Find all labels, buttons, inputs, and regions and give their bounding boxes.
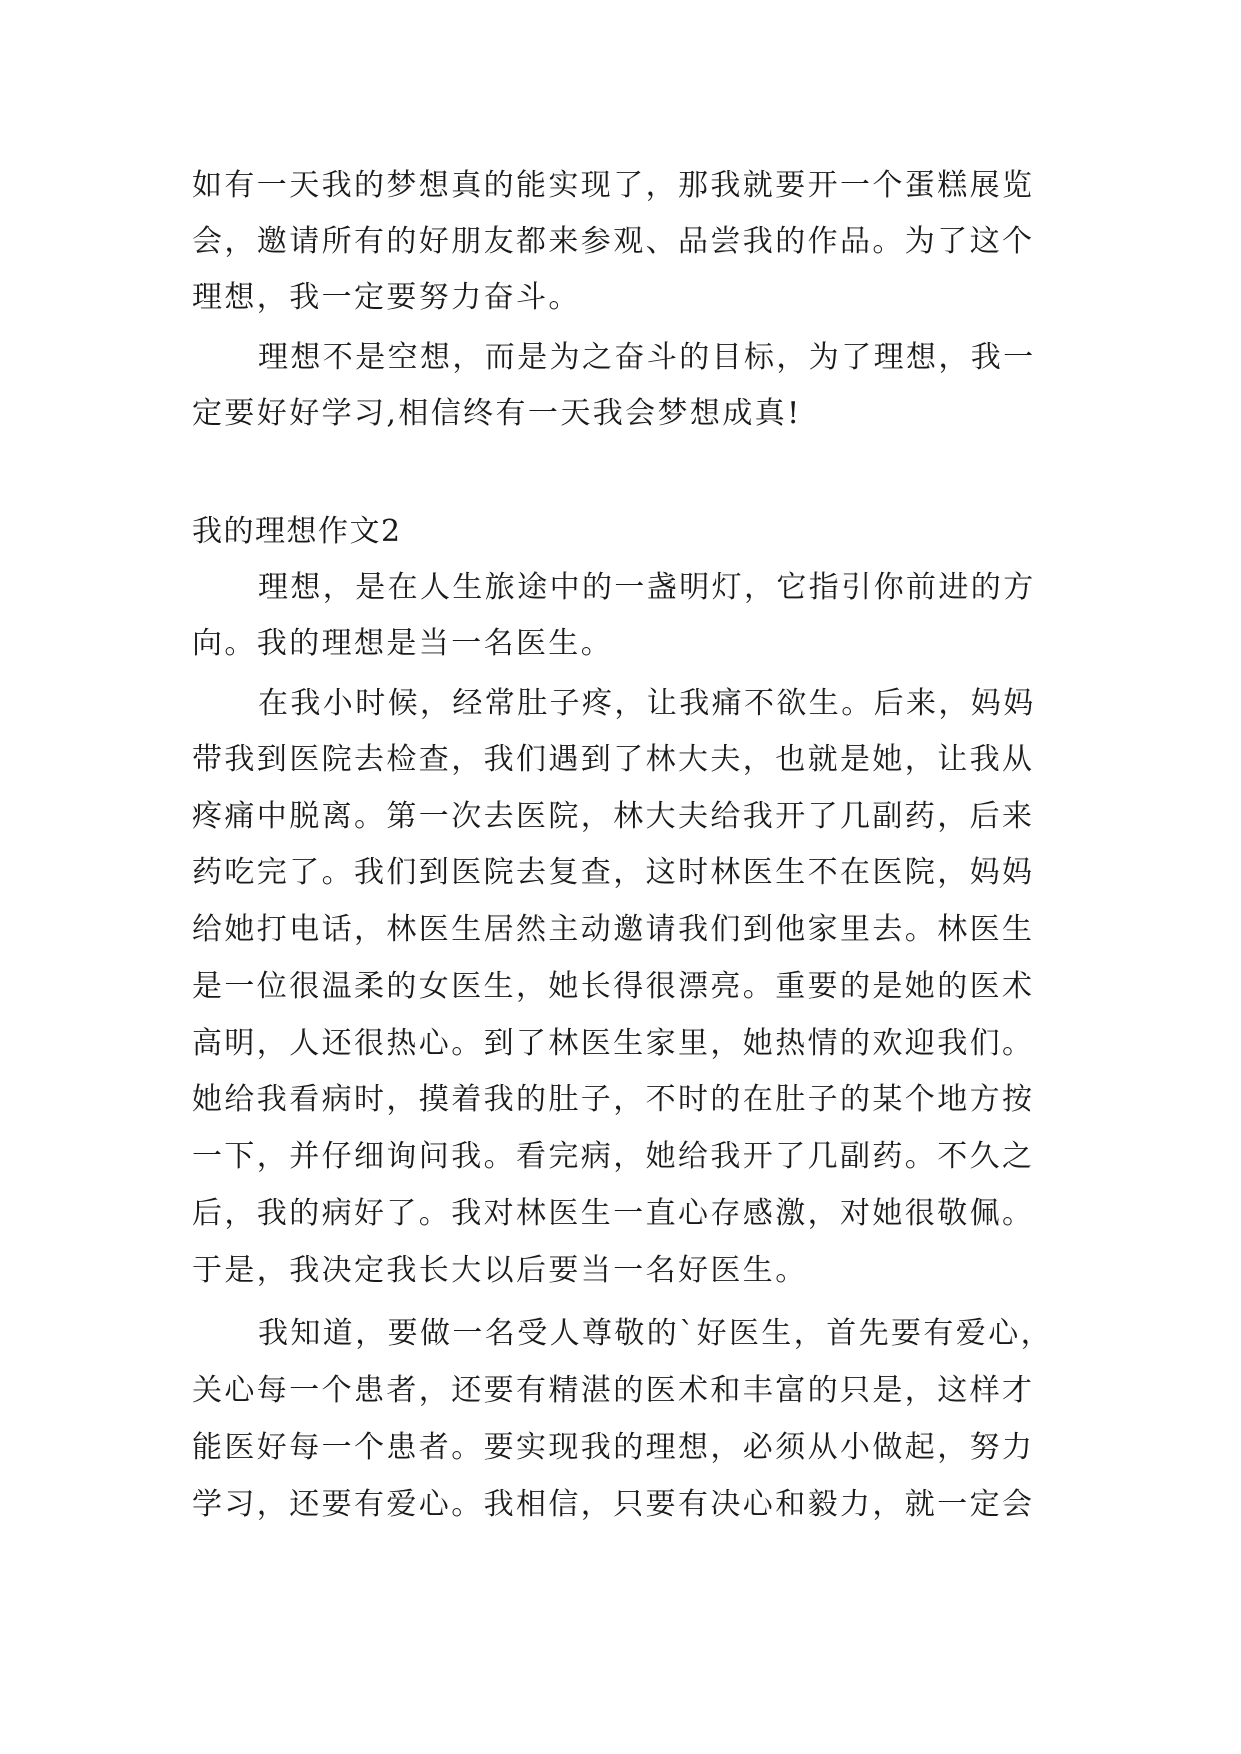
paragraph-line: 于是，我决定我长大以后要当一名好医生。: [192, 1253, 808, 1288]
paragraph-line: 药吃完了。我们到医院去复查，这时林医生不在医院，妈妈: [192, 855, 1035, 890]
paragraph-line: 高明，人还很热心。到了林医生家里，她热情的欢迎我们。: [192, 1026, 1035, 1061]
paragraph-line: 疼痛中脱离。第一次去医院，林大夫给我开了几副药，后来: [192, 799, 1035, 834]
paragraph-line: 定要好好学习,相信终有一天我会梦想成真!: [192, 396, 802, 431]
section-heading: 我的理想作文2: [192, 514, 402, 549]
paragraph-line: 她给我看病时，摸着我的肚子，不时的在肚子的某个地方按: [192, 1082, 1035, 1117]
paragraph-line: 会，邀请所有的好朋友都来参观、品尝我的作品。为了这个: [192, 224, 1035, 259]
paragraph-line: 理想，我一定要努力奋斗。: [192, 280, 581, 315]
paragraph-line: 是一位很温柔的女医生，她长得很漂亮。重要的是她的医术: [192, 969, 1035, 1004]
paragraph-line: 理想不是空想，而是为之奋斗的目标，为了理想，我一: [258, 340, 1036, 375]
paragraph-line: 后，我的病好了。我对林医生一直心存感激，对她很敬佩。: [192, 1196, 1035, 1231]
paragraph-line: 带我到医院去检查，我们遇到了林大夫，也就是她，让我从: [192, 742, 1035, 777]
paragraph-line: 关心每一个患者，还要有精湛的医术和丰富的只是，这样才: [192, 1373, 1035, 1408]
paragraph-line: 理想，是在人生旅途中的一盏明灯，它指引你前进的方: [258, 570, 1036, 605]
paragraph-line: 一下，并仔细询问我。看完病，她给我开了几副药。不久之: [192, 1139, 1035, 1174]
paragraph-line: 能医好每一个患者。要实现我的理想，必须从小做起，努力: [192, 1430, 1035, 1465]
paragraph-line: 向。我的理想是当一名医生。: [192, 626, 614, 661]
paragraph-line: 给她打电话，林医生居然主动邀请我们到他家里去。林医生: [192, 912, 1035, 947]
paragraph-line: 我知道，要做一名受人尊敬的`好医生，首先要有爱心，: [258, 1316, 1053, 1351]
paragraph-line: 学习，还要有爱心。我相信，只要有决心和毅力，就一定会: [192, 1487, 1035, 1522]
paragraph-line: 在我小时候，经常肚子疼，让我痛不欲生。后来，妈妈: [258, 686, 1036, 721]
paragraph-line: 如有一天我的梦想真的能实现了，那我就要开一个蛋糕展览: [192, 168, 1035, 203]
